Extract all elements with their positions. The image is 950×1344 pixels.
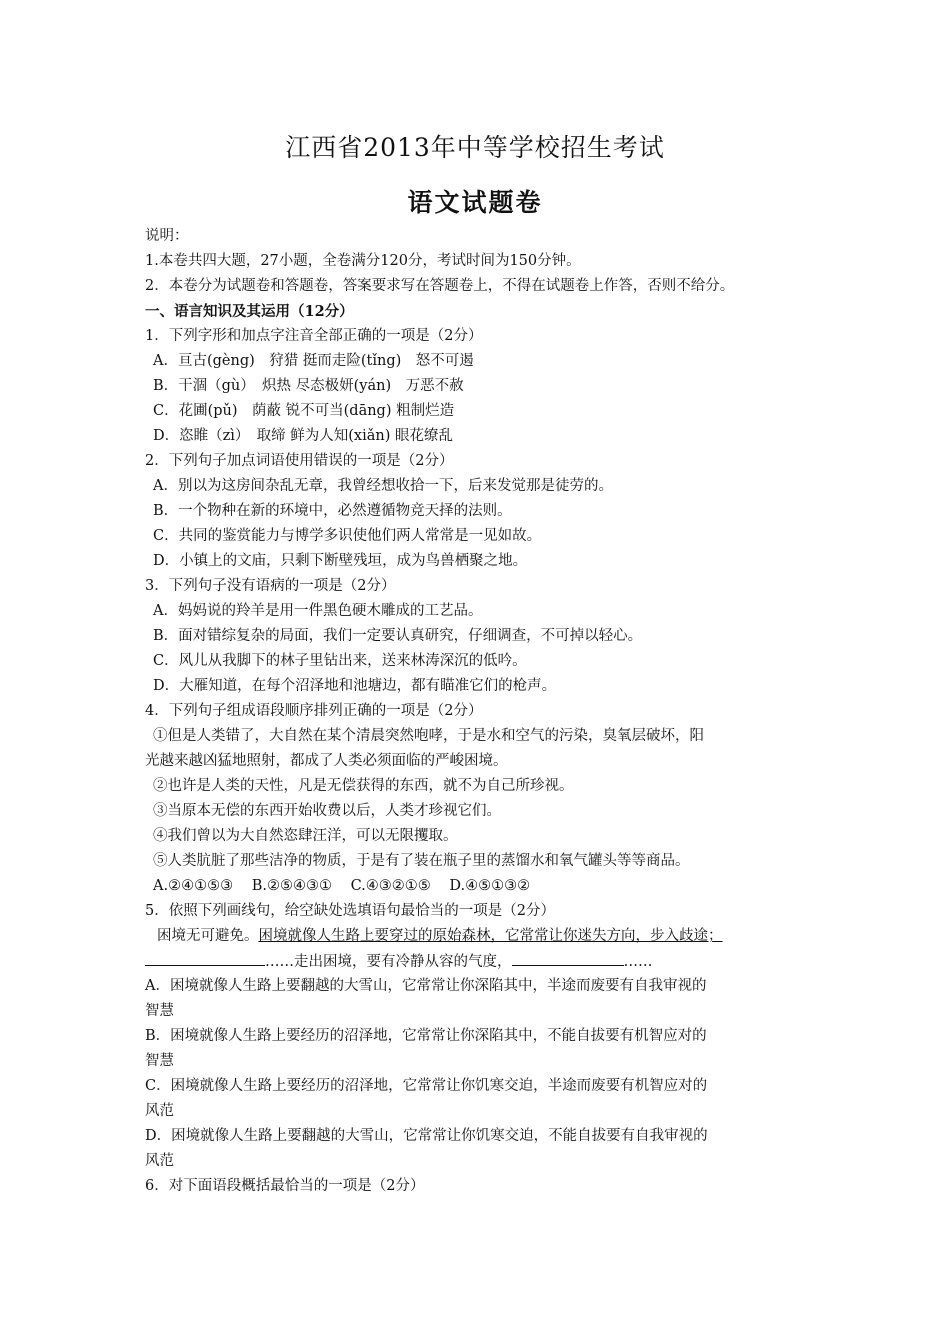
question-option: A．妈妈说的羚羊是用一件黑色硬木雕成的工艺品。 <box>153 603 483 619</box>
order-choice: A.②④①⑤③ <box>153 878 234 894</box>
question-option: D．大雁知道，在每个沼泽地和池塘边，都有瞄准它们的枪声。 <box>153 678 557 694</box>
instruction-item: 2．本卷分为试题卷和答题卷，答案要求写在答题卷上，不得在试题卷上作答，否则不给分。 <box>145 278 735 294</box>
question-option: B．困境就像人生路上要经历的沼泽地，它常常让你深陷其中，不能自拔要有机智应对的 <box>145 1028 707 1044</box>
order-choice: B.②⑤④③① <box>251 878 332 894</box>
question-option: C．共同的鉴赏能力与博学多识使他们两人常常是一见如故。 <box>153 528 542 544</box>
question-option: B．面对错综复杂的局面，我们一定要认真研究，仔细调查，不可掉以轻心。 <box>153 628 643 644</box>
question-stem: 4．下列句子组成语段顺序排列正确的一项是（2分） <box>145 703 483 719</box>
question-option: A．别以为这房间杂乱无章，我曾经想收拾一下，后来发觉那是徒劳的。 <box>153 478 613 494</box>
question-option: C．困境就像人生路上要经历的沼泽地，它常常让你饥寒交迫，半途而废要有机智应对的 <box>145 1078 708 1094</box>
question-option: D．小镇上的文庙，只剩下断壁残垣，成为鸟兽栖聚之地。 <box>153 553 528 569</box>
question-option: D．恣睢（zì） 取缔 鲜为人知(xiǎn) 眼花缭乱 <box>153 428 453 444</box>
question-option: D．困境就像人生路上要翻越的大雪山，它常常让你饥寒交迫，不能自拔要有自我审视的 <box>145 1128 708 1144</box>
answer-blank <box>512 949 624 966</box>
question-option: C．风儿从我脚下的林子里钻出来，送来林涛深沉的低吟。 <box>153 653 527 669</box>
underlined-sentence: 困境就像人生路上要穿过的原始森林，它常常让你迷失方向，步入歧途； <box>258 928 723 944</box>
question-option-continued: 风范 <box>145 1153 174 1169</box>
exam-body <box>145 224 820 1199</box>
sentence-item: ②也许是人类的天性，凡是无偿获得的东西，就不为自己所珍视。 <box>153 778 574 794</box>
passage-tail: …… <box>623 954 653 970</box>
question-stem: 6．对下面语段概括最恰当的一项是（2分） <box>145 1178 425 1194</box>
question-stem: 1．下列字形和加点字注音全部正确的一项是（2分） <box>145 328 483 344</box>
sentence-item: ①但是人类错了，大自然在某个清晨突然咆哮，于是水和空气的污染，臭氧层破坏，阳 <box>153 728 704 744</box>
answer-blank <box>145 949 265 966</box>
question-option: B．一个物种在新的环境中，必然遵循物竞天择的法则。 <box>153 503 512 519</box>
passage-mid: ……走出困境，要有冷静从容的气度， <box>265 954 512 970</box>
question-stem: 3．下列句子没有语病的一项是（2分） <box>145 578 396 594</box>
passage-line <box>145 949 820 974</box>
question-option-continued: 智慧 <box>145 1053 174 1069</box>
question-stem: 2．下列句子加点词语使用错误的一项是（2分） <box>145 453 454 469</box>
question-option: C．花圃(pǔ) 荫蔽 锐不可当(dāng) 粗制烂造 <box>153 403 455 419</box>
exam-subtitle: 语文试题卷 <box>407 188 543 217</box>
order-choices <box>145 874 820 899</box>
section-heading: 一、语言知识及其运用（12分） <box>145 303 354 320</box>
instructions-label: 说明： <box>145 228 189 244</box>
instruction-item: 1.本卷共四大题，27小题，全卷满分120分，考试时间为150分钟。 <box>145 253 581 269</box>
order-choice: D.④⑤①③② <box>449 878 531 894</box>
question-option-continued: 风范 <box>145 1103 174 1119</box>
question-option: B．干涸（gù） 炽热 尽态极妍(yán) 万恶不赦 <box>153 378 464 394</box>
sentence-item: ⑤人类肮脏了那些洁净的物质，于是有了装在瓶子里的蒸馏水和氧气罐头等等商品。 <box>153 853 690 869</box>
question-stem: 5．依照下列画线句，给空缺处选填语句最恰当的一项是（2分） <box>145 903 555 919</box>
sentence-item: ③当原本无偿的东西开始收费以后，人类才珍视它们。 <box>153 803 501 819</box>
exam-title: 江西省2013年中等学校招生考试 <box>285 133 665 162</box>
question-option-continued: 智慧 <box>145 1003 174 1019</box>
order-choice: C.④③②①⑤ <box>350 878 431 894</box>
passage-line <box>145 924 820 949</box>
question-option: A．亘古(gèng) 狩猎 挺而走险(tǐng) 怒不可遏 <box>153 353 474 369</box>
sentence-item: ④我们曾以为大自然恣肆汪洋，可以无限攫取。 <box>153 828 458 844</box>
question-option: A．困境就像人生路上要翻越的大雪山，它常常让你深陷其中，半途而废要有自我审视的 <box>145 978 707 994</box>
passage-lead: 困境无可避免。 <box>157 928 259 944</box>
sentence-item-continued: 光越来越凶猛地照射，都成了人类必须面临的严峻困境。 <box>145 753 508 769</box>
